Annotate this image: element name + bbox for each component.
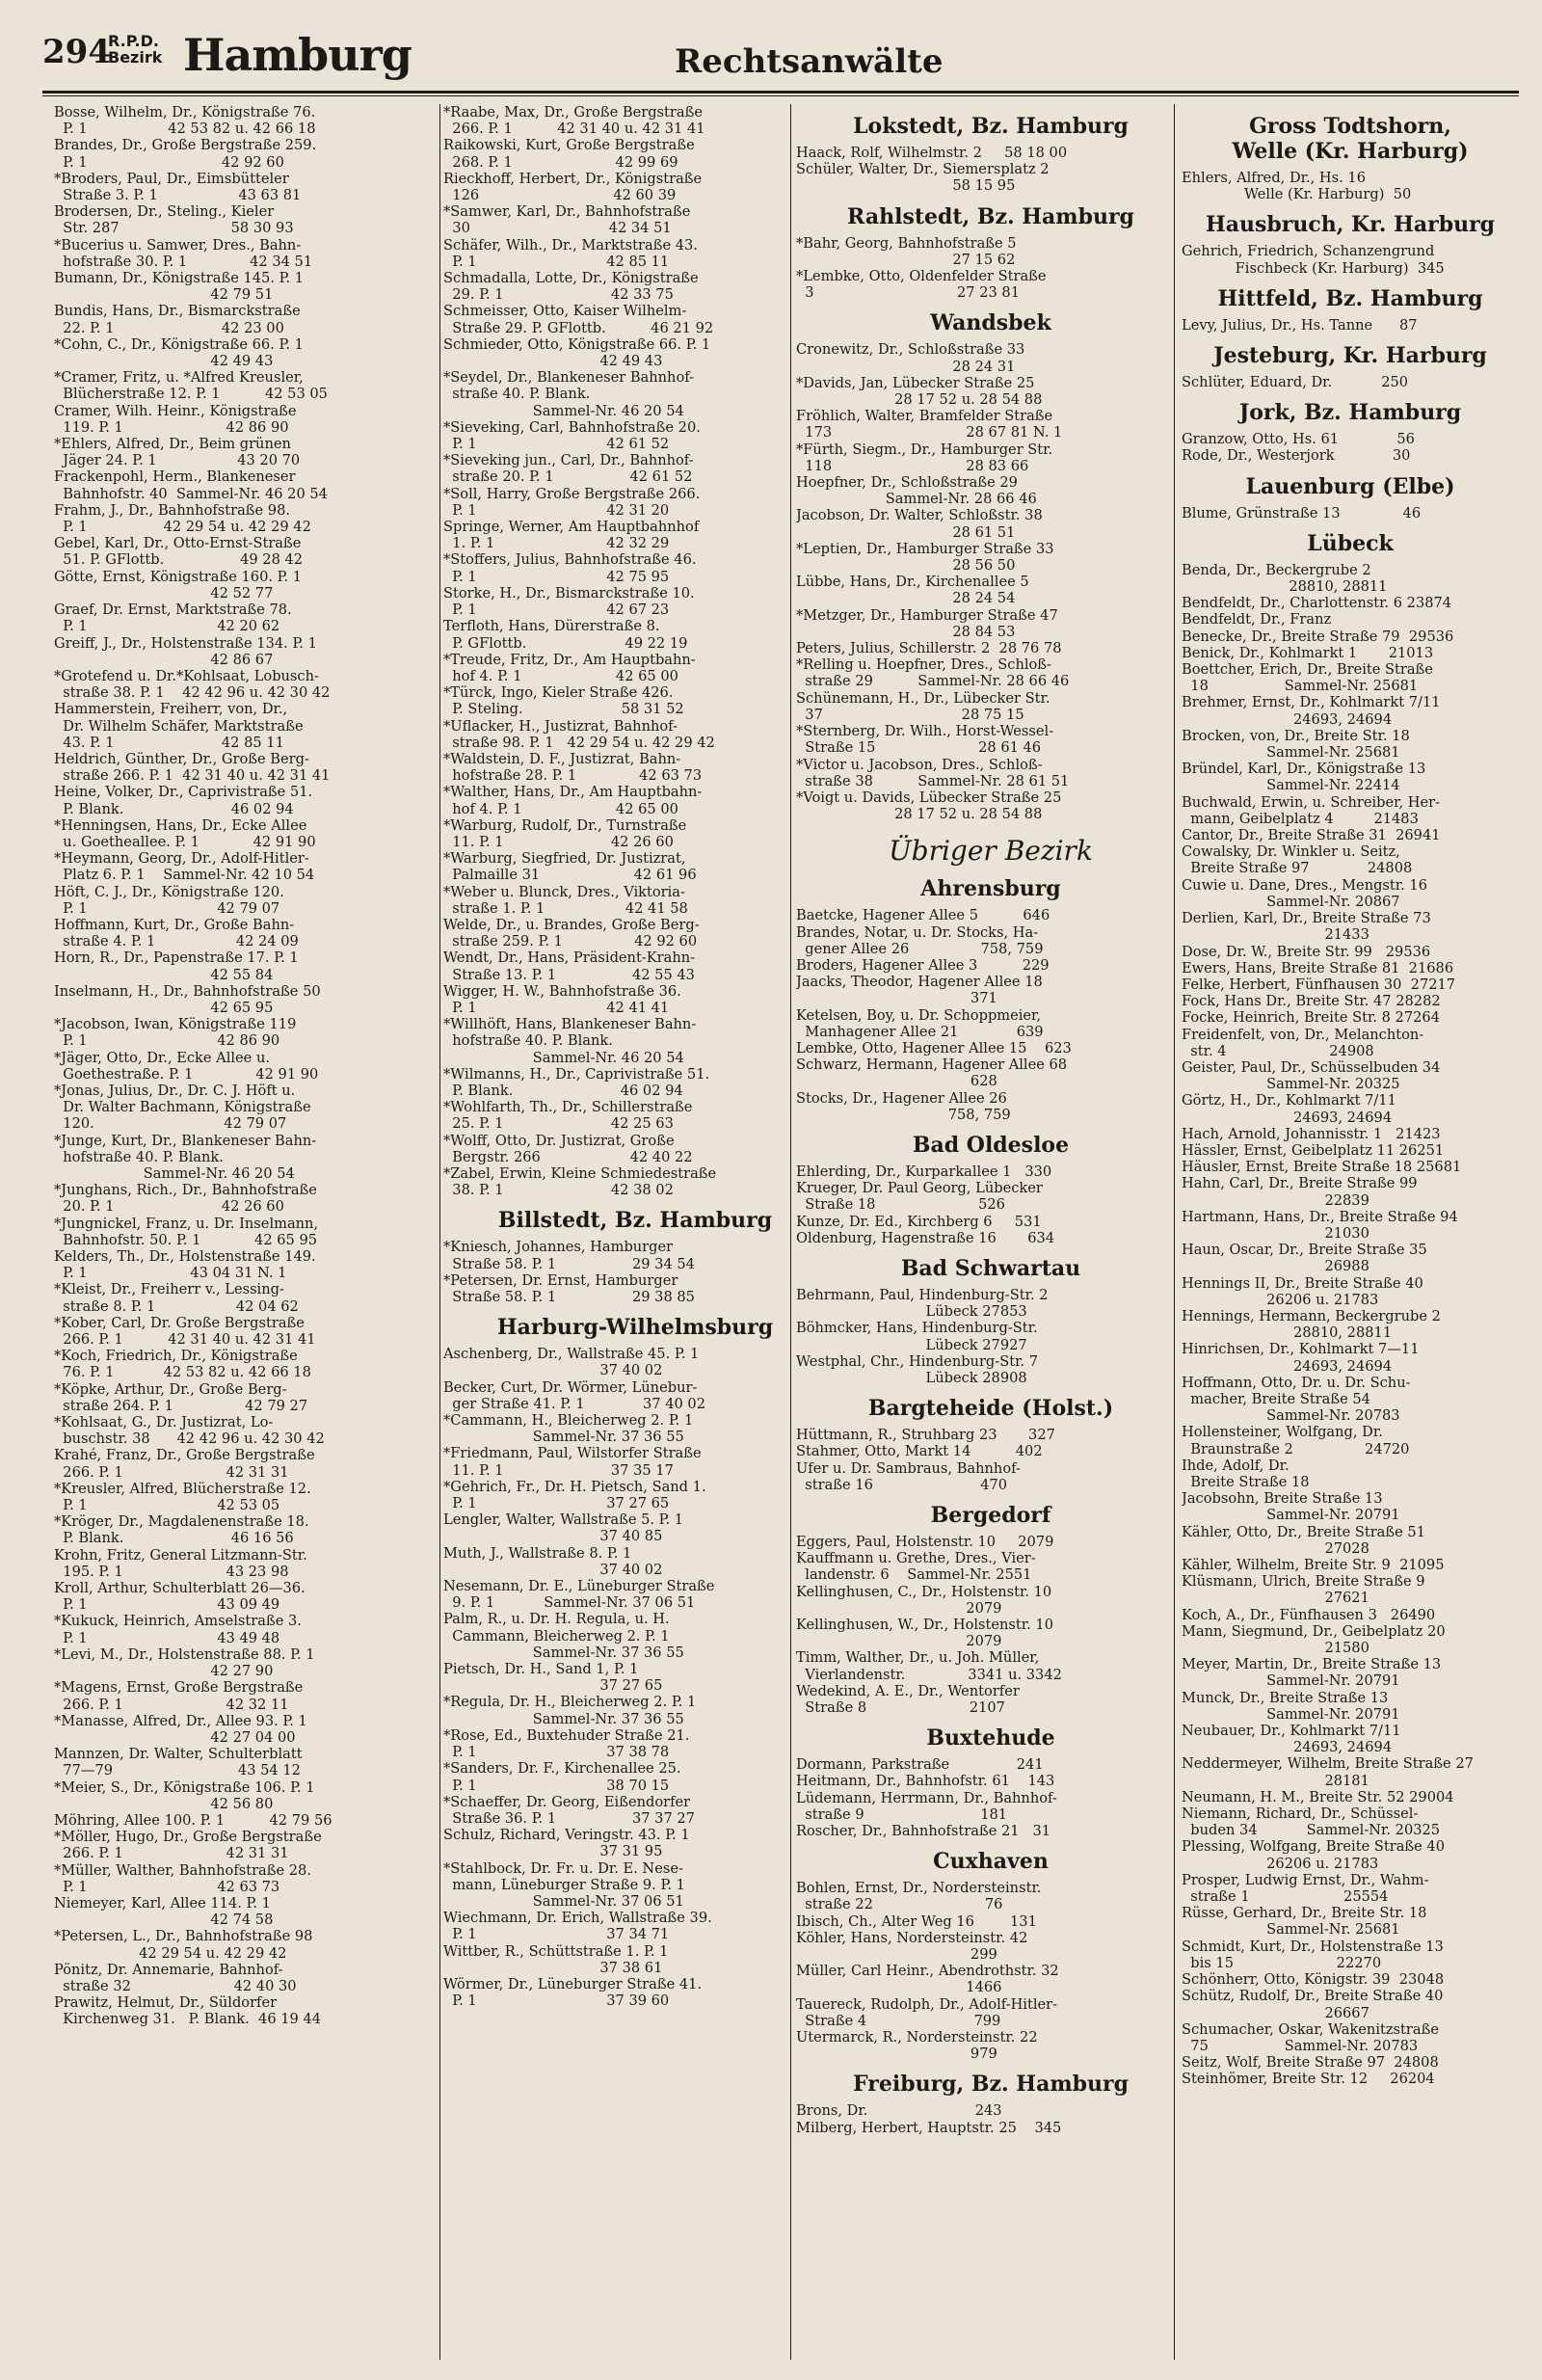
lawyer-entry: *Jungnickel, Franz, u. Dr. Inselmann, Bahnhofstr. 50. P. 1 42 65 95 [54, 1215, 319, 1248]
lawyer-entry: Prosper, Ludwig Ernst, Dr., Wahm- straße 1 25554 [1182, 1871, 1429, 1906]
lawyer-entry: Hässler, Ernst, Geibelplatz 11 26251 [1182, 1141, 1445, 1159]
lawyer-entry: Bründel, Karl, Dr., Königstraße 13 Sammel-Nr. 22414 [1182, 761, 1426, 794]
lawyer-entry: Plessing, Wolfgang, Breite Straße 40 26206 u. 21783 [1182, 1838, 1445, 1872]
header-rule [42, 91, 1519, 94]
column-3 [796, 104, 1185, 2369]
place-heading: Gross Todtshorn, Welle (Kr. Harburg) [1232, 114, 1469, 164]
lawyer-entry: Neubauer, Dr., Kohlmarkt 7/11 24693, 24694 [1182, 1723, 1401, 1756]
lawyer-entry: Schlüter, Eduard, Dr. 250 [1182, 374, 1409, 391]
lawyer-entry: Storke, H., Dr., Bismarckstraße 10. P. 1 42 67 23 [443, 584, 695, 619]
lawyer-entry: Boettcher, Erich, Dr., Breite Straße 18 Sammel-Nr. 25681 [1182, 661, 1433, 695]
header-rule-thin [42, 95, 1519, 96]
lawyer-entry: *Jacobson, Iwan, Königstraße 119 P. 1 42 86 90 [54, 1016, 297, 1050]
lawyer-entry: Schumacher, Oskar, Wakenitzstraße 75 Sammel-Nr. 20783 [1182, 2020, 1439, 2054]
place-heading: Jork, Bz. Hamburg [1238, 400, 1462, 426]
lawyer-entry: *Stahlbock, Dr. Fr. u. Dr. E. Nese- mann, Lüneburger Straße 9. P. 1 Sammel-Nr. 37 06 51 [443, 1859, 685, 1910]
lawyer-entry: Granzow, Otto, Hs. 61 56 [1182, 431, 1415, 448]
lawyer-entry: Broders, Hagener Allee 3 229 [796, 956, 1050, 974]
lawyer-entry: *Sieveking jun., Carl, Dr., Bahnhof- straße 20. P. 1 42 61 52 [443, 452, 694, 486]
place-heading: Harburg-Wilhelmsburg [496, 1315, 774, 1341]
lawyer-entry: Lüdemann, Herrmann, Dr., Bahnhof- straße 9 181 [796, 1789, 1057, 1823]
lawyer-entry: Utermarck, R., Nordersteinstr. 22 979 [796, 2029, 1038, 2063]
lawyer-entry: *Gehrich, Fr., Dr. H. Pietsch, Sand 1. P. 1 37 27 65 [443, 1478, 706, 1512]
lawyer-entry: *Waldstein, D. F., Justizrat, Bahn- hofstraße 28. P. 1 42 63 73 [443, 750, 703, 785]
lawyer-entry: Rieckhoff, Herbert, Dr., Königstraße 126 42 60 39 [443, 170, 703, 204]
lawyer-entry: *Seydel, Dr., Blankeneser Bahnhof- straße 40. P. Blank. Sammel-Nr. 46 20 54 [443, 369, 695, 419]
lawyer-entry: Wörmer, Dr., Lüneburger Straße 41. P. 1 37 39 60 [443, 1975, 703, 2010]
lawyer-entry: Muth, J., Wallstraße 8. P. 1 37 40 02 [443, 1544, 663, 1578]
lawyer-entry: Krueger, Dr. Paul Georg, Lübecker Straße 18 526 [796, 1180, 1043, 1214]
lawyer-entry: Gebel, Karl, Dr., Otto-Ernst-Straße 51. P. GFlottb. 49 28 42 [54, 535, 304, 569]
place-heading: Jesteburg, Kr. Harburg [1213, 343, 1487, 369]
lawyer-entry: Niemeyer, Karl, Allee 114. P. 1 42 74 58 [54, 1894, 274, 1929]
lawyer-entry: Haack, Rolf, Wilhelmstr. 2 58 18 00 [796, 145, 1068, 161]
lawyer-entry: *Schaeffer, Dr. Georg, Eißendorfer Straße 36. P. 1 37 37 27 [443, 1793, 695, 1827]
lawyer-entry: Horn, R., Dr., Papenstraße 17. P. 1 42 55 84 [54, 949, 299, 983]
lawyer-entry: Rüsse, Gerhard, Dr., Breite Str. 18 Sammel-Nr. 25681 [1182, 1905, 1427, 1939]
lawyer-entry: *Sternberg, Dr. Wilh., Horst-Wessel- Straße 15 28 61 46 [796, 723, 1054, 757]
lawyer-entry: *Fürth, Siegm., Dr., Hamburger Str. 118 28 83 66 [796, 441, 1053, 474]
lawyer-entry: Jacobson, Dr. Walter, Schloßstr. 38 28 61 51 [796, 507, 1043, 541]
lawyer-entry: Bohlen, Ernst, Dr., Nordersteinstr. straße 22 76 [796, 1880, 1042, 1913]
lawyer-entry: Lübbe, Hans, Dr., Kirchenallee 5 28 24 54 [796, 574, 1029, 607]
lawyer-entry: *Kohlsaat, G., Dr. Justizrat, Lo- buschstr. 38 42 42 96 u. 42 30 42 [54, 1414, 325, 1448]
lawyer-entry: Hoffmann, Kurt, Dr., Große Bahn- straße 4. P. 1 42 24 09 [54, 916, 299, 950]
district-label-line1: R.P.D. [108, 32, 159, 50]
lawyer-entry: Hinrichsen, Dr., Kohlmarkt 7—11 24693, 24694 [1182, 1341, 1420, 1375]
lawyer-entry: Peters, Julius, Schillerstr. 2 28 76 78 [796, 640, 1062, 657]
lawyer-entry: *Warburg, Rudolf, Dr., Turnstraße 11. P. 1 42 26 60 [443, 816, 687, 850]
lawyer-entry: Brandes, Notar, u. Dr. Stocks, Ha- gener Allee 26 758, 759 [796, 923, 1044, 957]
lawyer-entry: Levy, Julius, Dr., Hs. Tanne 87 [1182, 316, 1418, 334]
lawyer-entry: *Müller, Walther, Bahnhofstraße 28. P. 1 42 63 73 [54, 1861, 311, 1895]
column-divider [790, 104, 791, 2360]
column-1 [54, 104, 438, 2369]
lawyer-entry: *Davids, Jan, Lübecker Straße 25 28 17 52 u. 28 54 88 [796, 374, 1043, 409]
lawyer-entry: Aschenberg, Dr., Wallstraße 45. P. 1 37 40 02 [443, 1346, 700, 1379]
lawyer-entry: Kellinghusen, W., Dr., Holstenstr. 10 2079 [796, 1617, 1053, 1650]
lawyer-entry: Raikowski, Kurt, Große Bergstraße 268. P. 1 42 99 69 [443, 137, 695, 171]
lawyer-entry: Springe, Werner, Am Hauptbahnhof 1. P. 1 42 32 29 [443, 519, 700, 552]
lawyer-entry: Schütz, Rudolf, Dr., Breite Straße 40 26667 [1182, 1988, 1444, 2021]
lawyer-entry: Götte, Ernst, Königstraße 160. P. 1 42 52 77 [54, 568, 303, 602]
lawyer-entry: Stocks, Dr., Hagener Allee 26 758, 759 [796, 1089, 1011, 1123]
lawyer-entry: *Zabel, Erwin, Kleine Schmiedestraße 38. P. 1 42 38 02 [443, 1165, 717, 1199]
lawyer-entry: *Voigt u. Davids, Lübecker Straße 25 28 17 52 u. 28 54 88 [796, 789, 1062, 823]
lawyer-entry: *Victor u. Jacobson, Dres., Schloß- straße 38 Sammel-Nr. 28 61 51 [796, 756, 1070, 789]
lawyer-entry: Ketelsen, Boy, u. Dr. Schoppmeier, Manhagener Allee 21 639 [796, 1006, 1044, 1040]
lawyer-entry: Rode, Dr., Westerjork 30 [1182, 447, 1411, 465]
lawyer-entry: *Sieveking, Carl, Bahnhofstraße 20. P. 1 42 61 52 [443, 418, 701, 453]
lawyer-entry: Ufer u. Dr. Sambraus, Bahnhof- straße 16 470 [796, 1459, 1021, 1493]
lawyer-entry: *Warburg, Siegfried, Dr. Justizrat, Palmaille 31 42 61 96 [443, 850, 697, 884]
lawyer-entry: *Köpke, Arthur, Dr., Große Berg- straße 264. P. 1 42 79 27 [54, 1380, 308, 1414]
lawyer-entry: Böhmcker, Hans, Hindenburg-Str. Lübeck 27927 [796, 1320, 1038, 1353]
lawyer-entry: Häusler, Ernst, Breite Straße 18 25681 [1182, 1159, 1462, 1176]
lawyer-entry: Schönherr, Otto, Königstr. 39 23048 [1182, 1971, 1445, 1989]
lawyer-entry: Tauereck, Rudolph, Dr., Adolf-Hitler- Straße 4 799 [796, 1995, 1058, 2029]
lawyer-entry: Welde, Dr., u. Brandes, Große Berg- straße 259. P. 1 42 92 60 [443, 916, 700, 950]
lawyer-entry: *Cammann, H., Bleicherweg 2. P. 1 Sammel-Nr. 37 36 55 [443, 1412, 694, 1446]
lawyer-entry: Haun, Oscar, Dr., Breite Straße 35 26988 [1182, 1242, 1427, 1275]
lawyer-entry: Focke, Heinrich, Breite Str. 8 27264 [1182, 1009, 1440, 1027]
lawyer-entry: *Möller, Hugo, Dr., Große Bergstraße 266. P. 1 42 31 31 [54, 1829, 322, 1862]
lawyer-entry: *Stoffers, Julius, Bahnhofstraße 46. P. 1 42 75 95 [443, 551, 697, 585]
lawyer-entry: *Türck, Ingo, Kieler Straße 426. P. Steling. 58 31 52 [443, 684, 684, 718]
lawyer-entry: Kunze, Dr. Ed., Kirchberg 6 531 [796, 1213, 1042, 1230]
lawyer-entry: Hahn, Carl, Dr., Breite Straße 99 22839 [1182, 1175, 1418, 1209]
lawyer-entry: *Wilmanns, H., Dr., Caprivistraße 51. P. Blank. 46 02 94 [443, 1065, 710, 1099]
place-heading: Wandsbek [930, 310, 1051, 336]
lawyer-entry: Westphal, Chr., Hindenburg-Str. 7 Lübeck 28908 [796, 1352, 1038, 1386]
lawyer-entry: Milberg, Herbert, Hauptstr. 25 345 [796, 2119, 1062, 2136]
lawyer-entry: Klüsmann, Ulrich, Breite Straße 9 27621 [1182, 1573, 1425, 1607]
lawyer-entry: Krahé, Franz, Dr., Große Bergstraße 266. P. 1 42 31 31 [54, 1447, 315, 1481]
lawyer-entry: Hoffmann, Otto, Dr. u. Dr. Schu- macher, Breite Straße 54 Sammel-Nr. 20783 [1182, 1374, 1411, 1425]
lawyer-entry: Mannzen, Dr. Walter, Schulterblatt 77—79 43 54 12 [54, 1746, 303, 1779]
lawyer-entry: Hüttmann, R., Struhbarg 23 327 [796, 1427, 1055, 1444]
lawyer-entry: Wigger, H. W., Bahnhofstraße 36. P. 1 42 41 41 [443, 982, 681, 1016]
lawyer-entry: Schmidt, Kurt, Dr., Holstenstraße 13 bis 15 22270 [1182, 1938, 1444, 1971]
place-heading: Freiburg, Bz. Hamburg [853, 2072, 1129, 2098]
lawyer-entry: Lengler, Walter, Wallstraße 5. P. 1 37 40 85 [443, 1511, 684, 1545]
lawyer-entry: Felke, Herbert, Fünfhausen 30 27217 [1182, 976, 1456, 993]
place-heading: Lübeck [1307, 530, 1394, 556]
lawyer-entry: Mann, Siegmund, Dr., Geibelplatz 20 21580 [1182, 1622, 1446, 1657]
lawyer-entry: Schüler, Walter, Dr., Siemersplatz 2 58 15 95 [796, 161, 1050, 195]
lawyer-entry: Ehlers, Alfred, Dr., Hs. 16 Welle (Kr. Harburg) 50 [1182, 170, 1412, 203]
lawyer-entry: Geister, Paul, Dr., Schüsselbuden 34 Sammel-Nr. 20325 [1182, 1058, 1441, 1093]
lawyer-entry: Hennings II, Dr., Breite Straße 40 26206 u. 21783 [1182, 1274, 1423, 1308]
lawyer-entry: Stahmer, Otto, Markt 14 402 [796, 1443, 1043, 1460]
lawyer-entry: Müller, Carl Heinr., Abendrothstr. 32 1466 [796, 1963, 1059, 1996]
lawyer-entry: Brandes, Dr., Große Bergstraße 259. P. 1 42 92 60 [54, 137, 317, 171]
lawyer-entry: *Weber u. Blunck, Dres., Viktoria- straße 1. P. 1 42 41 58 [443, 883, 688, 917]
lawyer-entry: *Soll, Harry, Große Bergstraße 266. P. 1 42 31 20 [443, 485, 701, 519]
lawyer-entry: Benecke, Dr., Breite Straße 79 29536 [1182, 628, 1454, 645]
lawyer-entry: Bundis, Hans, Dr., Bismarckstraße 22. P. 1 42 23 00 [54, 303, 301, 336]
column-2 [443, 104, 827, 2369]
lawyer-entry: Seitz, Wolf, Breite Straße 97 24808 [1182, 2054, 1439, 2072]
lawyer-entry: *Petersen, L., Dr., Bahnhofstraße 98 42 29 54 u. 42 29 42 [54, 1928, 313, 1962]
lawyer-entry: Pietsch, Dr. H., Sand 1, P. 1 37 27 65 [443, 1661, 663, 1695]
lawyer-entry: Hennings, Hermann, Beckergrube 2 28810, 28811 [1182, 1307, 1441, 1342]
lawyer-entry: Jaacks, Theodor, Hagener Allee 18 371 [796, 974, 1043, 1007]
place-heading: Bad Schwartau [900, 1255, 1081, 1281]
lawyer-entry: Ibisch, Ch., Alter Weg 16 131 [796, 1912, 1037, 1930]
lawyer-entry: Munck, Dr., Breite Straße 13 Sammel-Nr. 20791 [1182, 1689, 1400, 1723]
place-heading: Bargteheide (Holst.) [867, 1396, 1114, 1422]
lawyer-entry: Lembke, Otto, Hagener Allee 15 623 [796, 1039, 1072, 1056]
place-heading: Buxtehude [926, 1725, 1055, 1752]
lawyer-entry: Steinhömer, Breite Str. 12 26204 [1182, 2071, 1435, 2088]
lawyer-entry: Cronewitz, Dr., Schloßstraße 33 28 24 31 [796, 341, 1025, 375]
lawyer-entry: Hoepfner, Dr., Schloßstraße 29 Sammel-Nr. 28 66 46 [796, 474, 1037, 508]
lawyer-entry: Wittber, R., Schüttstraße 1. P. 1 37 38 61 [443, 1942, 669, 1976]
lawyer-entry: *Jäger, Otto, Dr., Ecke Allee u. Goethestraße. P. 1 42 91 90 [54, 1049, 319, 1083]
lawyer-entry: Dormann, Parkstraße 241 [796, 1756, 1044, 1774]
lawyer-entry: Baetcke, Hagener Allee 5 646 [796, 907, 1050, 924]
lawyer-entry: Heldrich, Günther, Dr., Große Berg- straße 266. P. 1 42 31 40 u. 42 31 41 [54, 750, 331, 785]
lawyer-entry: Graef, Dr. Ernst, Marktstraße 78. P. 1 42 20 62 [54, 602, 292, 635]
lawyer-entry: Ehlerding, Dr., Kurparkallee 1 330 [796, 1163, 1052, 1180]
lawyer-entry: *Walther, Hans, Dr., Am Hauptbahn- hof 4. P. 1 42 65 00 [443, 784, 703, 817]
lawyer-entry: Görtz, H., Dr., Kohlmarkt 7/11 24693, 24694 [1182, 1092, 1396, 1126]
lawyer-entry: *Samwer, Karl, Dr., Bahnhofstraße 30 42 34 51 [443, 203, 691, 237]
lawyer-entry: *Junge, Kurt, Dr., Blankeneser Bahn- hofstraße 40. P. Blank. Sammel-Nr. 46 20 54 [54, 1132, 317, 1182]
lawyer-entry: *Kröger, Dr., Magdalenenstraße 18. P. Blank. 46 16 56 [54, 1513, 309, 1547]
lawyer-entry: Wedekind, A. E., Dr., Wentorfer Straße 8 2107 [796, 1682, 1020, 1717]
lawyer-entry: *Uflacker, H., Justizrat, Bahnhof- straße 98. P. 1 42 29 54 u. 42 29 42 [443, 717, 715, 751]
lawyer-entry: Brodersen, Dr., Steling., Kieler Str. 287 58 30 93 [54, 203, 294, 237]
lawyer-entry: Timm, Walther, Dr., u. Joh. Müller, Vierlandenstr. 3341 u. 3342 [796, 1649, 1062, 1683]
lawyer-entry: Hach, Arnold, Johannisstr. 1 21423 [1182, 1125, 1441, 1142]
lawyer-entry: Benda, Dr., Beckergrube 2 28810, 28811 [1182, 561, 1388, 596]
place-heading: Billstedt, Bz. Hamburg [497, 1208, 773, 1234]
section-title: Rechtsanwälte [675, 42, 944, 81]
lawyer-entry: Köhler, Hans, Nordersteinstr. 42 299 [796, 1929, 1028, 1964]
lawyer-entry: Hartmann, Hans, Dr., Breite Straße 94 21030 [1182, 1208, 1458, 1242]
lawyer-entry: Behrmann, Paul, Hindenburg-Str. 2 Lübeck 27853 [796, 1286, 1049, 1321]
lawyer-entry: *Regula, Dr. H., Bleicherweg 2. P. 1 Sammel-Nr. 37 36 55 [443, 1694, 697, 1727]
lawyer-entry: Bendfeldt, Dr., Franz [1182, 611, 1332, 628]
lawyer-entry: *Wolff, Otto, Dr. Justizrat, Große Bergstr. 266 42 40 22 [443, 1132, 693, 1165]
lawyer-entry: Jacobsohn, Breite Straße 13 Sammel-Nr. 20791 [1182, 1490, 1400, 1524]
lawyer-entry: *Petersen, Dr. Ernst, Hamburger Straße 58. P. 1 29 38 85 [443, 1271, 695, 1306]
lawyer-entry: Eggers, Paul, Holstenstr. 10 2079 [796, 1534, 1054, 1550]
lawyer-entry: Freidenfelt, von, Dr., Melanchton- str. 4 24908 [1182, 1026, 1424, 1059]
place-heading: Hittfeld, Bz. Hamburg [1217, 285, 1483, 311]
lawyer-entry: Bumann, Dr., Königstraße 145. P. 1 42 79 51 [54, 270, 305, 304]
lawyer-entry: *Friedmann, Paul, Wilstorfer Straße 11. P. 1 37 35 17 [443, 1445, 702, 1479]
place-heading: Cuxhaven [933, 1849, 1049, 1875]
lawyer-entry: Cantor, Dr., Breite Straße 31 26941 [1182, 827, 1441, 844]
lawyer-entry: *Relling u. Hoepfner, Dres., Schloß- straße 29 Sammel-Nr. 28 66 46 [796, 656, 1070, 690]
lawyer-entry: *Cramer, Fritz, u. *Alfred Kreusler, Blücherstraße 12. P. 1 42 53 05 [54, 369, 328, 403]
lawyer-entry: Kelders, Th., Dr., Holstenstraße 149. P. 1 43 04 31 N. 1 [54, 1248, 316, 1282]
lawyer-entry: *Henningsen, Hans, Dr., Ecke Allee u. Goetheallee. P. 1 42 91 90 [54, 816, 316, 850]
lawyer-entry: Derlien, Karl, Dr., Breite Straße 73 21433 [1182, 910, 1431, 944]
lawyer-entry: Schmadalla, Lotte, Dr., Königstraße 29. P. 1 42 33 75 [443, 270, 699, 304]
lawyer-entry: Nesemann, Dr. E., Lüneburger Straße 9. P. 1 Sammel-Nr. 37 06 51 [443, 1578, 715, 1612]
place-heading: Bad Oldesloe [912, 1132, 1070, 1158]
lawyer-entry: *Treude, Fritz, Dr., Am Hauptbahn- hof 4. P. 1 42 65 00 [443, 651, 696, 684]
lawyer-entry: Bendfeldt, Dr., Charlottenstr. 6 23874 [1182, 595, 1452, 612]
lawyer-entry: Schwarz, Hermann, Hagener Allee 68 628 [796, 1056, 1068, 1090]
lawyer-entry: Schmeisser, Otto, Kaiser Wilhelm- Straße 29. P. GFlottb. 46 21 92 [443, 303, 714, 336]
lawyer-entry: Inselmann, H., Dr., Bahnhofstraße 50 42 65 95 [54, 982, 321, 1016]
lawyer-entry: Becker, Curt, Dr. Wörmer, Lünebur- ger Straße 41. P. 1 37 40 02 [443, 1378, 706, 1412]
lawyer-entry: Kähler, Wilhelm, Breite Str. 9 21095 [1182, 1557, 1445, 1574]
lawyer-entry: Oldenburg, Hagenstraße 16 634 [796, 1229, 1055, 1246]
lawyer-entry: Roscher, Dr., Bahnhofstraße 21 31 [796, 1823, 1051, 1840]
lawyer-entry: Dose, Dr. W., Breite Str. 99 29536 [1182, 943, 1431, 960]
lawyer-entry: Bosse, Wilhelm, Dr., Königstraße 76. P. 1 42 53 82 u. 42 66 18 [54, 104, 316, 138]
lawyer-entry: Hollensteiner, Wolfgang, Dr. Braunstraße 2 24720 [1182, 1424, 1410, 1457]
lawyer-entry: Kroll, Arthur, Schulterblatt 26—36. P. 1 43 09 49 [54, 1580, 306, 1614]
lawyer-entry: *Raabe, Max, Dr., Große Bergstraße 266. P. 1 42 31 40 u. 42 31 41 [443, 104, 705, 138]
column-divider [1174, 104, 1175, 2360]
lawyer-entry: *Rose, Ed., Buxtehuder Straße 21. P. 1 37 38 78 [443, 1726, 690, 1761]
lawyer-entry: *Koch, Friedrich, Dr., Königstraße 76. P. 1 42 53 82 u. 42 66 18 [54, 1348, 311, 1381]
lawyer-entry: Blume, Grünstraße 13 46 [1182, 504, 1422, 521]
lawyer-entry: *Heymann, Georg, Dr., Adolf-Hitler- Platz 6. P. 1 Sammel-Nr. 42 10 54 [54, 850, 315, 884]
lawyer-entry: Krohn, Fritz, General Litzmann-Str. 195. P. 1 43 23 98 [54, 1546, 307, 1580]
lawyer-entry: Koch, A., Dr., Fünfhausen 3 26490 [1182, 1606, 1436, 1623]
lawyer-entry: Schäfer, Wilh., Dr., Marktstraße 43. P. 1 42 85 11 [443, 236, 698, 270]
lawyer-entry: Cowalsky, Dr. Winkler u. Seitz, Breite Straße 97 24808 [1182, 843, 1413, 877]
lawyer-entry: *Bucerius u. Samwer, Dres., Bahn- hofstraße 30. P. 1 42 34 51 [54, 236, 313, 270]
city-title: Hamburg [183, 29, 412, 81]
lawyer-entry: *Kreusler, Alfred, Blücherstraße 12. P. 1 42 53 05 [54, 1480, 311, 1514]
lawyer-entry: Brehmer, Ernst, Dr., Kohlmarkt 7/11 24693, 24694 [1182, 694, 1441, 728]
region-heading: Übriger Bezirk [889, 835, 1093, 868]
lawyer-entry: *Kleist, Dr., Freiherr v., Lessing- straße 8. P. 1 42 04 62 [54, 1281, 299, 1315]
lawyer-entry: Fock, Hans Dr., Breite Str. 47 28282 [1182, 993, 1441, 1010]
lawyer-entry: *Leptien, Dr., Hamburger Straße 33 28 56 50 [796, 540, 1054, 575]
lawyer-entry: *Kukuck, Heinrich, Amselstraße 3. P. 1 43 49 48 [54, 1613, 302, 1646]
lawyer-entry: *Wohlfarth, Th., Dr., Schillerstraße 25. P. 1 42 25 63 [443, 1099, 693, 1133]
lawyer-entry: *Junghans, Rich., Dr., Bahnhofstraße 20. P. 1 42 26 60 [54, 1182, 317, 1216]
place-heading: Ahrensburg [920, 876, 1061, 902]
lawyer-entry: *Bahr, Georg, Bahnhofstraße 5 27 15 62 [796, 234, 1017, 268]
lawyer-entry: Heine, Volker, Dr., Caprivistraße 51. P. Blank. 46 02 94 [54, 784, 313, 817]
column-4 [1182, 104, 1519, 2369]
place-heading: Bergedorf [930, 1503, 1051, 1528]
page-number: 294 [42, 33, 111, 71]
place-heading: Rahlstedt, Bz. Hamburg [847, 203, 1134, 229]
lawyer-entry: Schulz, Richard, Veringstr. 43. P. 1 37 31 95 [443, 1827, 690, 1860]
lawyer-entry: Prawitz, Helmut, Dr., Süldorfer Kirchenweg 31. P. Blank. 46 19 44 [54, 1994, 322, 2028]
lawyer-entry: Buchwald, Erwin, u. Schreiber, Her- mann, Geibelplatz 4 21483 [1182, 793, 1441, 827]
lawyer-entry: Kellinghusen, C., Dr., Holstenstr. 10 2079 [796, 1583, 1052, 1617]
lawyer-entry: *Willhöft, Hans, Blankeneser Bahn- hofstraße 40. P. Blank. Sammel-Nr. 46 20 54 [443, 1016, 697, 1066]
lawyer-entry: Neddermeyer, Wilhelm, Breite Straße 27 28181 [1182, 1755, 1474, 1789]
lawyer-entry: *Levi, M., Dr., Holstenstraße 88. P. 1 42 27 90 [54, 1645, 315, 1680]
lawyer-entry: *Cohn, C., Dr., Königstraße 66. P. 1 42 49 43 [54, 335, 304, 370]
lawyer-entry: Schünemann, H., Dr., Lübecker Str. 37 28 75 15 [796, 689, 1050, 723]
district-label [108, 33, 162, 66]
lawyer-entry: Höft, C. J., Dr., Königstraße 120. P. 1 42 79 07 [54, 883, 284, 917]
lawyer-entry: Terfloth, Hans, Dürerstraße 8. P. GFlottb. 49 22 19 [443, 618, 688, 652]
lawyer-entry: *Magens, Ernst, Große Bergstraße 266. P. 1 42 32 11 [54, 1679, 304, 1713]
lawyer-entry: *Sanders, Dr. F., Kirchenallee 25. P. 1 38 70 15 [443, 1760, 681, 1794]
district-label-line2: Bezirk [108, 48, 163, 67]
place-heading: Lokstedt, Bz. Hamburg [853, 114, 1129, 139]
lawyer-entry: Niemann, Richard, Dr., Schüssel- buden 34 Sammel-Nr. 20325 [1182, 1805, 1441, 1839]
lawyer-entry: Möhring, Allee 100. P. 1 42 79 56 [54, 1811, 332, 1829]
lawyer-entry: Pönitz, Dr. Annemarie, Bahnhof- straße 32 42 40 30 [54, 1961, 297, 1994]
lawyer-entry: Heitmann, Dr., Bahnhofstr. 61 143 [796, 1773, 1055, 1790]
lawyer-entry: *Metzger, Dr., Hamburger Straße 47 28 84 53 [796, 606, 1058, 640]
lawyer-entry: Frackenpohl, Herm., Blankeneser Bahnhofstr. 40 Sammel-Nr. 46 20 54 [54, 468, 328, 502]
lawyer-entry: *Kober, Carl, Dr. Große Bergstraße 266. P. 1 42 31 40 u. 42 31 41 [54, 1314, 316, 1349]
lawyer-entry: *Jonas, Julius, Dr., Dr. C. J. Höft u. Dr. Walter Bachmann, Königstraße 120. 42 79 07 [54, 1082, 311, 1133]
lawyer-entry: Neumann, H. M., Breite Str. 52 29004 [1182, 1788, 1454, 1805]
lawyer-entry: Brons, Dr. 243 [796, 2102, 1002, 2120]
column-divider [439, 104, 440, 2360]
lawyer-entry: Palm, R., u. Dr. H. Regula, u. H. Cammann, Bleicherweg 2. P. 1 Sammel-Nr. 37 36 55 [443, 1611, 684, 1661]
lawyer-entry: Meyer, Martin, Dr., Breite Straße 13 Sammel-Nr. 20791 [1182, 1656, 1442, 1690]
lawyer-entry: Brocken, von, Dr., Breite Str. 18 Sammel-Nr. 25681 [1182, 727, 1410, 762]
place-heading: Hausbruch, Kr. Harburg [1205, 212, 1496, 238]
lawyer-entry: Gehrich, Friedrich, Schanzengrund Fischbeck (Kr. Harburg) 345 [1182, 243, 1445, 277]
lawyer-entry: *Manasse, Alfred, Dr., Allee 93. P. 1 42 27 04 00 [54, 1712, 307, 1746]
lawyer-entry: Fröhlich, Walter, Bramfelder Straße 173 28 67 81 N. 1 [796, 408, 1063, 441]
lawyer-entry: *Broders, Paul, Dr., Eimsbütteler Straße 3. P. 1 43 63 81 [54, 170, 302, 204]
lawyer-entry: Kauffmann u. Grethe, Dres., Vier- landenstr. 6 Sammel-Nr. 2551 [796, 1550, 1036, 1584]
lawyer-entry: *Grotefend u. Dr.*Kohlsaat, Lobusch- straße 38. P. 1 42 42 96 u. 42 30 42 [54, 667, 331, 702]
lawyer-entry: Greiff, J., Dr., Holstenstraße 134. P. 1 42 86 67 [54, 634, 317, 668]
lawyer-entry: Hammerstein, Freiherr, von, Dr., Dr. Wilhelm Schäfer, Marktstraße 43. P. 1 42 85 11 [54, 701, 304, 751]
page-header [0, 0, 1542, 106]
lawyer-entry: *Kniesch, Johannes, Hamburger Straße 58. P. 1 29 34 54 [443, 1239, 695, 1272]
lawyer-entry: Cramer, Wilh. Heinr., Königstraße 119. P. 1 42 86 90 [54, 402, 297, 436]
lawyer-entry: *Meier, S., Dr., Königstraße 106. P. 1 42 56 80 [54, 1778, 315, 1812]
lawyer-entry: Ihde, Adolf, Dr. Breite Straße 18 [1182, 1457, 1310, 1490]
lawyer-entry: Frahm, J., Dr., Bahnhofstraße 98. P. 1 42 29 54 u. 42 29 42 [54, 501, 311, 536]
lawyer-entry: Wendt, Dr., Hans, Präsident-Krahn- Straße 13. P. 1 42 55 43 [443, 949, 696, 983]
lawyer-entry: Schmieder, Otto, Königstraße 66. P. 1 42 49 43 [443, 335, 711, 370]
lawyer-entry: Ewers, Hans, Breite Straße 81 21686 [1182, 959, 1454, 976]
lawyer-entry: *Lembke, Otto, Oldenfelder Straße 3 27 23 81 [796, 268, 1047, 302]
lawyer-entry: Benick, Dr., Kohlmarkt 1 21013 [1182, 644, 1434, 661]
lawyer-entry: Wiechmann, Dr. Erich, Wallstraße 39. P. 1 37 34 71 [443, 1910, 712, 1943]
place-heading: Lauenburg (Elbe) [1245, 473, 1455, 499]
lawyer-entry: *Ehlers, Alfred, Dr., Beim grünen Jäger 24. P. 1 43 20 70 [54, 436, 301, 469]
lawyer-entry: Kähler, Otto, Dr., Breite Straße 51 27028 [1182, 1523, 1425, 1557]
lawyer-entry: Cuwie u. Dane, Dres., Mengstr. 16 Sammel-Nr. 20867 [1182, 876, 1428, 910]
